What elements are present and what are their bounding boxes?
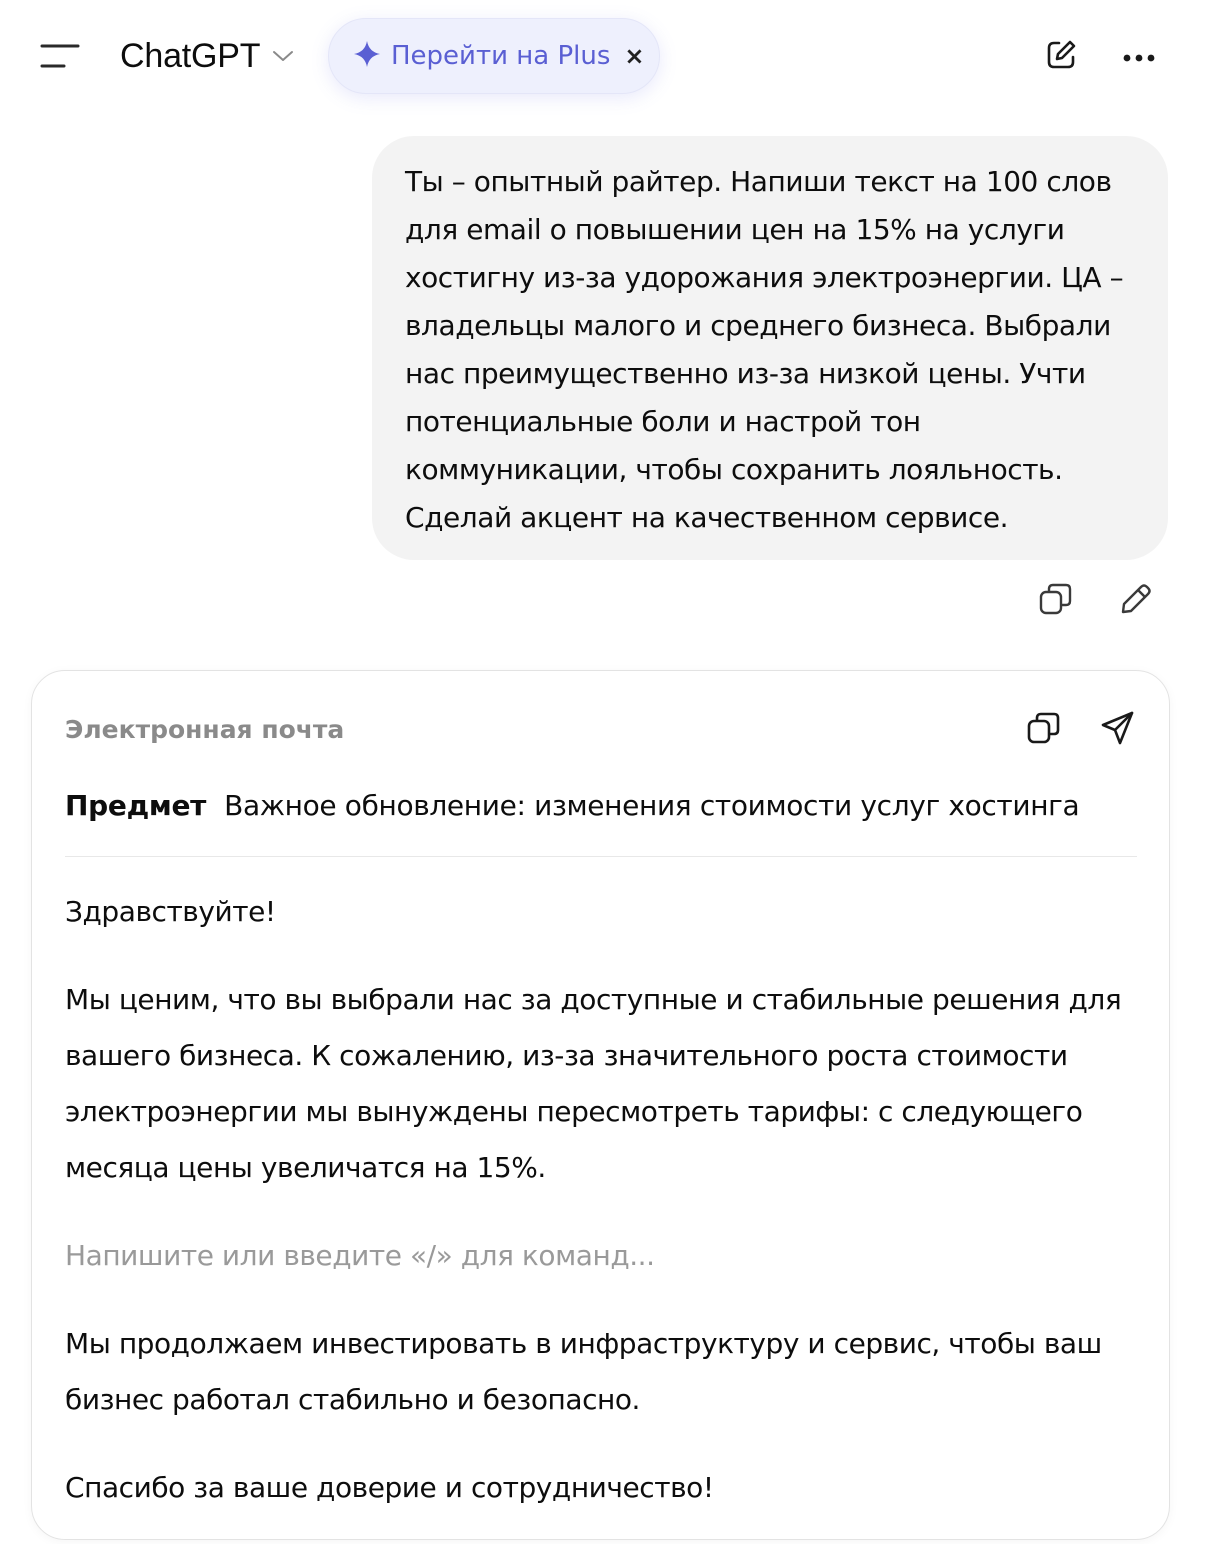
- copy-icon: [1038, 581, 1074, 621]
- chevron-down-icon: [272, 49, 294, 63]
- close-icon[interactable]: ×: [624, 42, 645, 70]
- user-message-text: Ты – опытный райтер. Напиши текст на 100 слов для email о повышении цен на 15% на услуги хостигну из-за удорожания электроэнергии. ЦА – владельцы малого и среднего бизнеса. Выбрали нас преимущественно из-за низкой цены. Учти потенциальные боли и настрой тон коммуникации, чтобы сохранить лояльность. Сделай акцент на качественном сервисе.: [405, 165, 1124, 534]
- email-paragraph[interactable]: Мы продолжаем инвестировать в инфраструктуру и сервис, чтобы ваш бизнес работал стабильно и безопасно.: [65, 1327, 1102, 1416]
- model-selector[interactable]: [120, 34, 294, 78]
- email-canvas: [31, 670, 1170, 1540]
- email-paragraph[interactable]: Мы ценим, что вы выбрали нас за доступные и стабильные решения для вашего бизнеса. К сожалению, из-за значительного роста стоимости электроэнергии мы вынуждены пересмотреть тарифы: с следующего месяца цены увеличатся на 15%.: [65, 983, 1122, 1184]
- email-closing[interactable]: Спасибо за ваше доверие и сотрудничество!: [65, 1471, 714, 1504]
- canvas-type-label: Электронная почта: [65, 715, 345, 744]
- subject-row: [65, 789, 1079, 822]
- copy-icon: [1026, 710, 1062, 750]
- subject-label: Предмет: [65, 789, 207, 822]
- message-actions: [1032, 578, 1160, 624]
- more-horizontal-icon: [1122, 48, 1156, 67]
- subject-field[interactable]: Важное обновление: изменения стоимости услуг хостинга: [224, 789, 1080, 822]
- sparkle-icon: [353, 40, 381, 72]
- divider: [65, 856, 1137, 857]
- send-icon: [1100, 710, 1136, 750]
- upgrade-plus-button[interactable]: [353, 40, 610, 72]
- new-chat-button[interactable]: [1038, 34, 1084, 80]
- app-title: ChatGPT: [120, 36, 261, 75]
- menu-icon[interactable]: [34, 34, 86, 78]
- email-greeting[interactable]: Здравствуйте!: [65, 895, 276, 928]
- copy-email-button[interactable]: [1020, 707, 1068, 753]
- upgrade-label: Перейти на Plus: [391, 41, 611, 71]
- email-editor-placeholder[interactable]: Напишите или введите «/» для команд...: [65, 1239, 655, 1272]
- more-options-button[interactable]: [1116, 34, 1162, 80]
- user-message-bubble: [372, 136, 1168, 560]
- pencil-icon: [1119, 582, 1153, 620]
- edit-message-button[interactable]: [1112, 578, 1160, 624]
- upgrade-banner: [328, 18, 660, 94]
- top-bar: [0, 0, 1224, 112]
- copy-message-button[interactable]: [1032, 578, 1080, 624]
- send-email-button[interactable]: [1094, 707, 1142, 753]
- edit-square-icon: [1044, 38, 1078, 76]
